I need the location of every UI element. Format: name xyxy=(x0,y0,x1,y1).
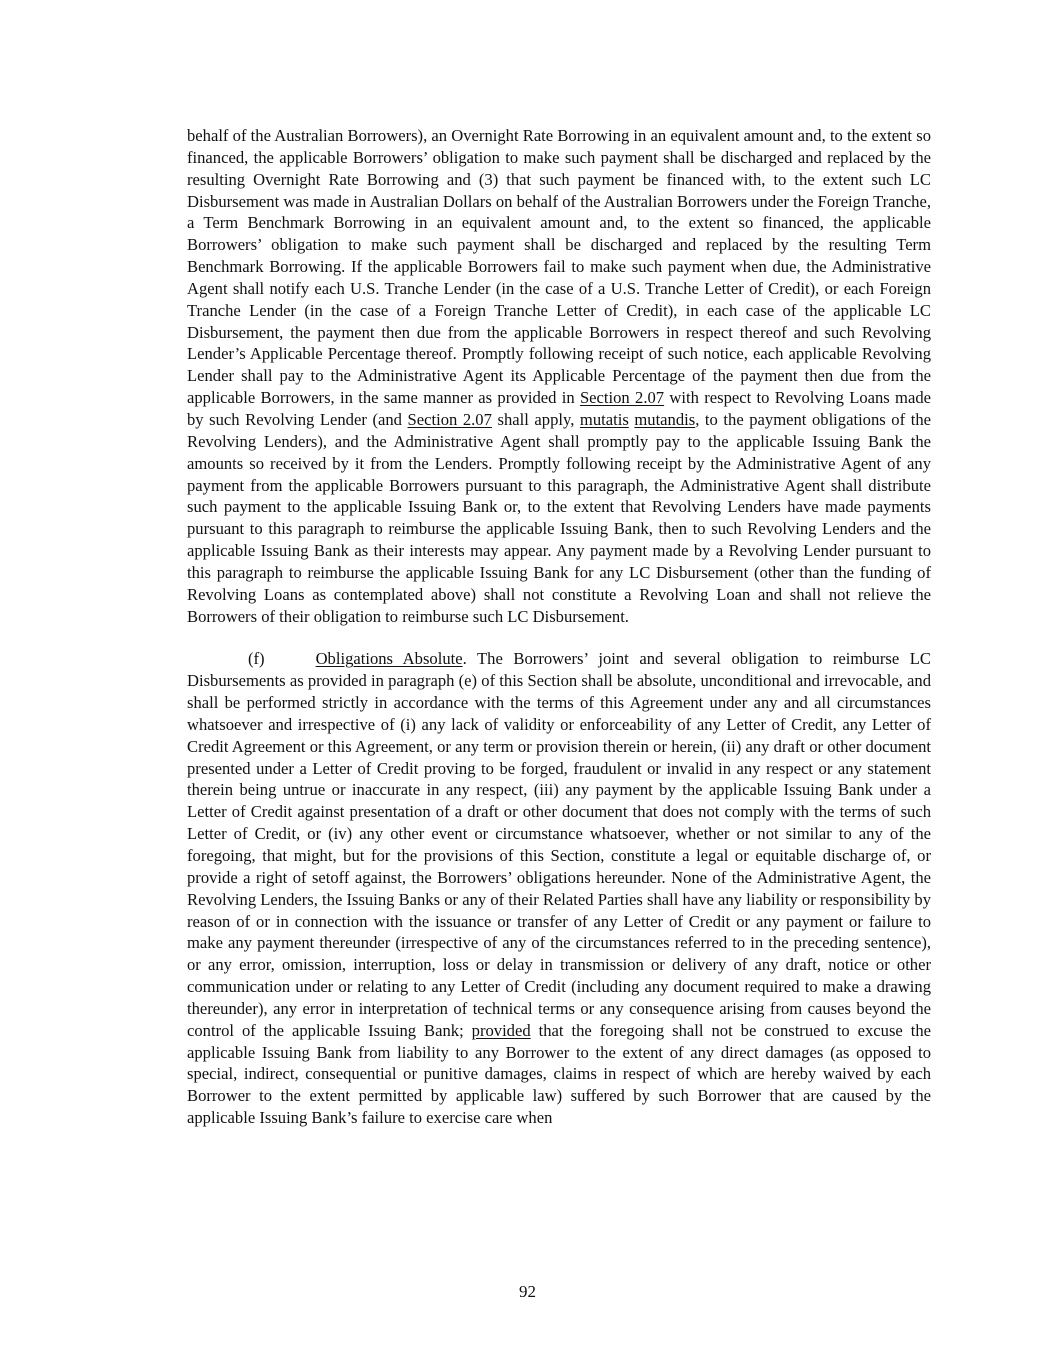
provided-term: provided xyxy=(471,1020,531,1040)
para-e-text-3: shall apply, xyxy=(491,409,580,429)
para-e-text-1: behalf of the Australian Borrowers), an Overnight Rate Borrowing in an equivalent amount and, to the extent so financed, the applicable Borrowers’ obligation to make such payment shall be discharged and replaced by the resulting Overnight Rate Borrowing and (3) that such payment be financed with, to the extent such LC Disbursement was made in Australian Dollars on behalf of the Australian Borrowers under the Foreign Tranche, a Term Benchmark Borrowing in an equivalent amount and, to the extent so financed, the applicable Borrowers’ obligation to make such payment shall be discharged and replaced by the resulting Term Benchmark Borrowing. If the applicable Borrowers fail to make such payment when due, the Administrative Agent shall notify each U.S. Tranche Lender (in the case of a U.S. Tranche Letter of Credit), or each Foreign Tranche Lender (in the case of a Foreign Tranche Letter of Credit), in each case of the applicable LC Disbursement, the payment then due from the applicable Borrowers in respect thereof and such Revolving Lender’s Applicable Percentage thereof. Promptly following receipt of such notice, each applicable Revolving Lender shall pay to the Administrative Agent its Applicable Percentage of the payment then due from the applicable Borrowers, in the same manner as provided in xyxy=(187,126,931,408)
mutatis-term: mutatis xyxy=(579,409,629,429)
section-2-07-reference: Section 2.07 xyxy=(579,388,665,408)
paragraph-e-continuation xyxy=(187,125,931,627)
section-2-07-reference-second: Section 2.07 xyxy=(407,409,492,429)
body-text xyxy=(187,125,931,1129)
mutandis-term: mutandis xyxy=(634,409,696,429)
para-f-text-1: . The Borrowers’ joint and several obligation to reimburse LC Disbursements as provided in paragraph (e) of this Section shall be absolute, unconditional and irrevocable, and shall be performed strictly in accordance with the terms of this Agreement under any and all circumstances whatsoever and irrespective of (i) any lack of validity or enforceability of any Letter of Credit, any Letter of Credit Agreement or this Agreement, or any term or provision therein or herein, (ii) any draft or other document presented under a Letter of Credit proving to be forged, fraudulent or invalid in any respect or any statement therein being untrue or inaccurate in any respect, (iii) any payment by the applicable Issuing Bank under a Letter of Credit against presentation of a draft or other document that does not comply with the terms of such Letter of Credit, or (iv) any other event or circumstance whatsoever, whether or not similar to any of the foregoing, that might, but for the provisions of this Section, constitute a legal or equitable discharge of, or provide a right of setoff against, the Borrowers’ obligations hereunder. None of the Administrative Agent, the Revolving Lenders, the Issuing Banks or any of their Related Parties shall have any liability or responsibility by reason of or in connection with the issuance or transfer of any Letter of Credit or any payment or failure to make any payment thereunder (irrespective of any of the circumstances referred to in the preceding sentence), or any error, omission, interruption, loss or delay in transmission or delivery of any draft, notice or other communication under or relating to any Letter of Credit (including any document required to make a drawing thereunder), any error in interpretation of technical terms or any consequence arising from causes beyond the control of the applicable Issuing Bank; xyxy=(187,649,931,1040)
obligations-absolute-heading: Obligations Absolute xyxy=(315,649,463,669)
paragraph-f xyxy=(187,648,931,1129)
para-f-text-2: that the foregoing shall not be construed to excuse the applicable Issuing Bank from liability to any Borrower to the extent of any direct damages (as opposed to special, indirect, consequential or punitive damages, claims in respect of which are hereby waived by each Borrower to the extent permitted by applicable law) suffered by such Borrower that are caused by the applicable Issuing Bank’s failure to exercise care when xyxy=(187,1020,932,1128)
paragraph-f-label: (f) xyxy=(248,649,265,669)
para-e-text-4: , to the payment obligations of the Revolving Lenders), and the Administrative Agent shall promptly pay to the applicable Issuing Bank the amounts so received by it from the Lenders. Promptly following receipt by the Administrative Agent of any payment from the applicable Borrowers pursuant to this paragraph, the Administrative Agent shall distribute such payment to the applicable Issuing Bank or, to the extent that Revolving Lenders have made payments pursuant to this paragraph to reimburse the applicable Issuing Bank, then to such Revolving Lenders and the applicable Issuing Bank as their interests may appear. Any payment made by a Revolving Lender pursuant to this paragraph to reimburse the applicable Issuing Bank for any LC Disbursement (other than the funding of Revolving Loans as contemplated above) shall not constitute a Revolving Loan and shall not relieve the Borrowers of their obligation to reimburse such LC Disbursement. xyxy=(187,409,931,626)
para-e-text-2: with respect to Revolving Loans made by such Revolving Lender (and xyxy=(187,388,931,429)
page-number: 92 xyxy=(519,1282,536,1301)
